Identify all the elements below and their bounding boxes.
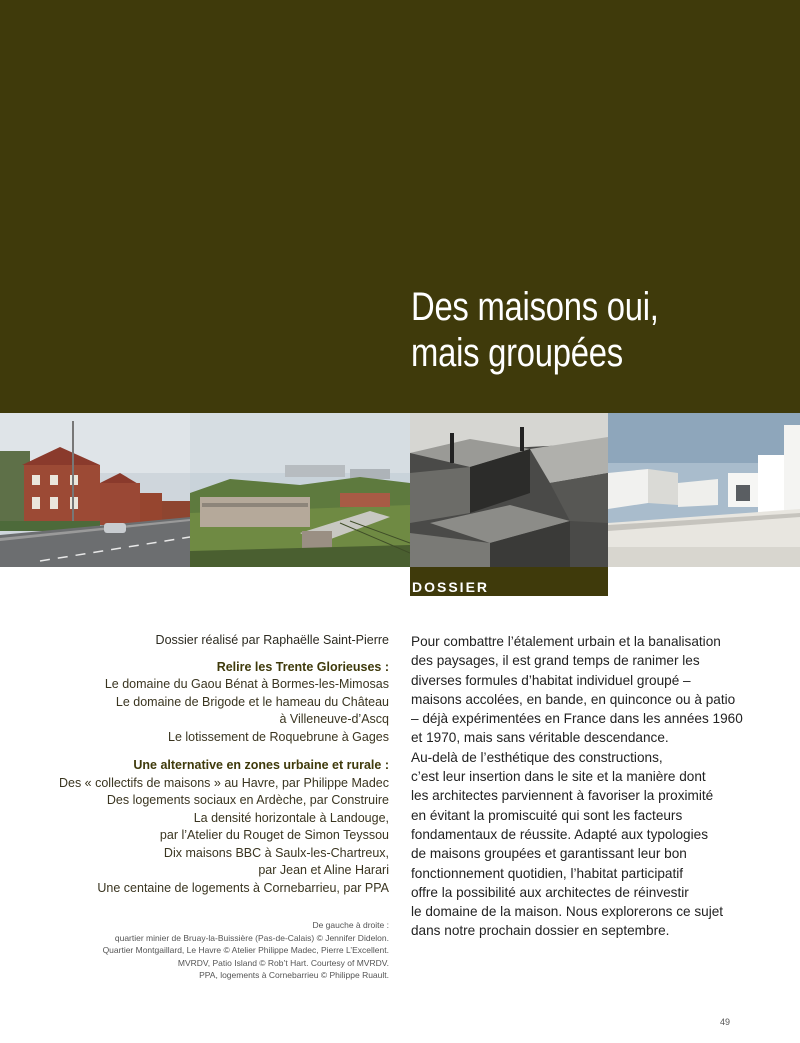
body-line: Au-delà de l’esthétique des constructions, [411, 749, 663, 765]
body-line: fonctionnement quotidien, l’habitat participatif [411, 865, 684, 881]
page-number: 49 [720, 1017, 731, 1027]
body-line: en évitant la promiscuité qui sont les facteurs [411, 807, 683, 823]
list-item: La densité horizontale à Landouge, [193, 810, 389, 825]
body-line: de maisons groupées et garantissant leur bon [411, 846, 687, 862]
body-line: les architectes parviennent à favoriser la proximité [411, 788, 714, 804]
caption-line: Quartier Montgaillard, Le Havre © Atelier Philippe Madec, Pierre L’Excellent. [102, 945, 389, 955]
body-line: des paysages, il est grand temps de ranimer les [411, 653, 700, 669]
list-item: par Jean et Aline Harari [258, 863, 389, 877]
photo-captions [89, 919, 389, 982]
list-item: Le domaine de Brigode et le hameau du Château [115, 694, 389, 709]
section-heading-1: Relire les Trente Glorieuses : [216, 659, 389, 674]
patio-roofs-photo [410, 413, 608, 567]
header-banner [0, 0, 800, 413]
list-item: Le lotissement de Roquebrune à Gages [168, 729, 389, 744]
section-heading-2: Une alternative en zones urbaine et rurale : [133, 758, 389, 772]
title-line-2: mais groupées [411, 331, 623, 375]
body-line: offre la possibilité aux architectes de réinvestir [411, 884, 689, 900]
hillside-housing-photo [190, 413, 410, 567]
list-item: par l’Atelier du Rouget de Simon Teyssou [159, 828, 389, 842]
list-item: Des logements sociaux en Ardèche, par Construire [106, 793, 389, 807]
list-item: à Villeneuve-d’Ascq [279, 712, 389, 726]
caption-line: De gauche à droite : [312, 920, 389, 930]
intro-paragraph [411, 632, 786, 941]
body-line: maisons accolées, en bande, en quinconce ou à patio [411, 691, 736, 707]
title-line-1: Des maisons oui, [411, 285, 659, 329]
caption-line: MVRDV, Patio Island © Rob’t Hart. Courtesy of MVRDV. [177, 957, 389, 968]
list-item: Des « collectifs de maisons » au Havre, par Philippe Madec [58, 775, 389, 790]
body-line: Pour combattre l’étalement urbain et la banalisation [411, 634, 721, 649]
caption-line: quartier minier de Bruay-la-Buissière (Pas-de-Calais) © Jennifer Didelon. [114, 932, 389, 943]
section-tag [410, 567, 608, 596]
body-line: diverses formules d’habitat individuel groupé – [411, 672, 691, 688]
section-tag-label: DOSSIER [412, 579, 490, 595]
sidebar-contents [9, 632, 389, 897]
body-line: fondamentaux de réussite. Adapté aux typologies [411, 826, 708, 842]
body-line: – déjà expérimentées en France dans les années 1960 [411, 711, 743, 727]
caption-line: PPA, logements à Cornebarrieu © Philippe Ruault. [199, 970, 389, 980]
body-line: et 1970, mais sans véritable descendance. [411, 730, 669, 746]
list-item: Une centaine de logements à Cornebarrieu, par PPA [97, 880, 389, 895]
body-line: dans notre prochain dossier en septembre. [411, 923, 670, 939]
list-item: Dix maisons BBC à Saulx-les-Chartreux, [163, 845, 389, 860]
dossier-credit: Dossier réalisé par Raphaëlle Saint-Pierre [155, 633, 389, 647]
list-item: Le domaine du Gaou Bénat à Bormes-les-Mimosas [104, 677, 389, 691]
body-line: le domaine de la maison. Nous explorerons ce sujet [411, 904, 724, 920]
page-title [411, 284, 723, 376]
photo-strip [0, 413, 800, 567]
white-houses-photo [608, 413, 800, 567]
body-line: c’est leur insertion dans le site et la manière dont [411, 769, 706, 785]
street-houses-photo [0, 413, 190, 567]
